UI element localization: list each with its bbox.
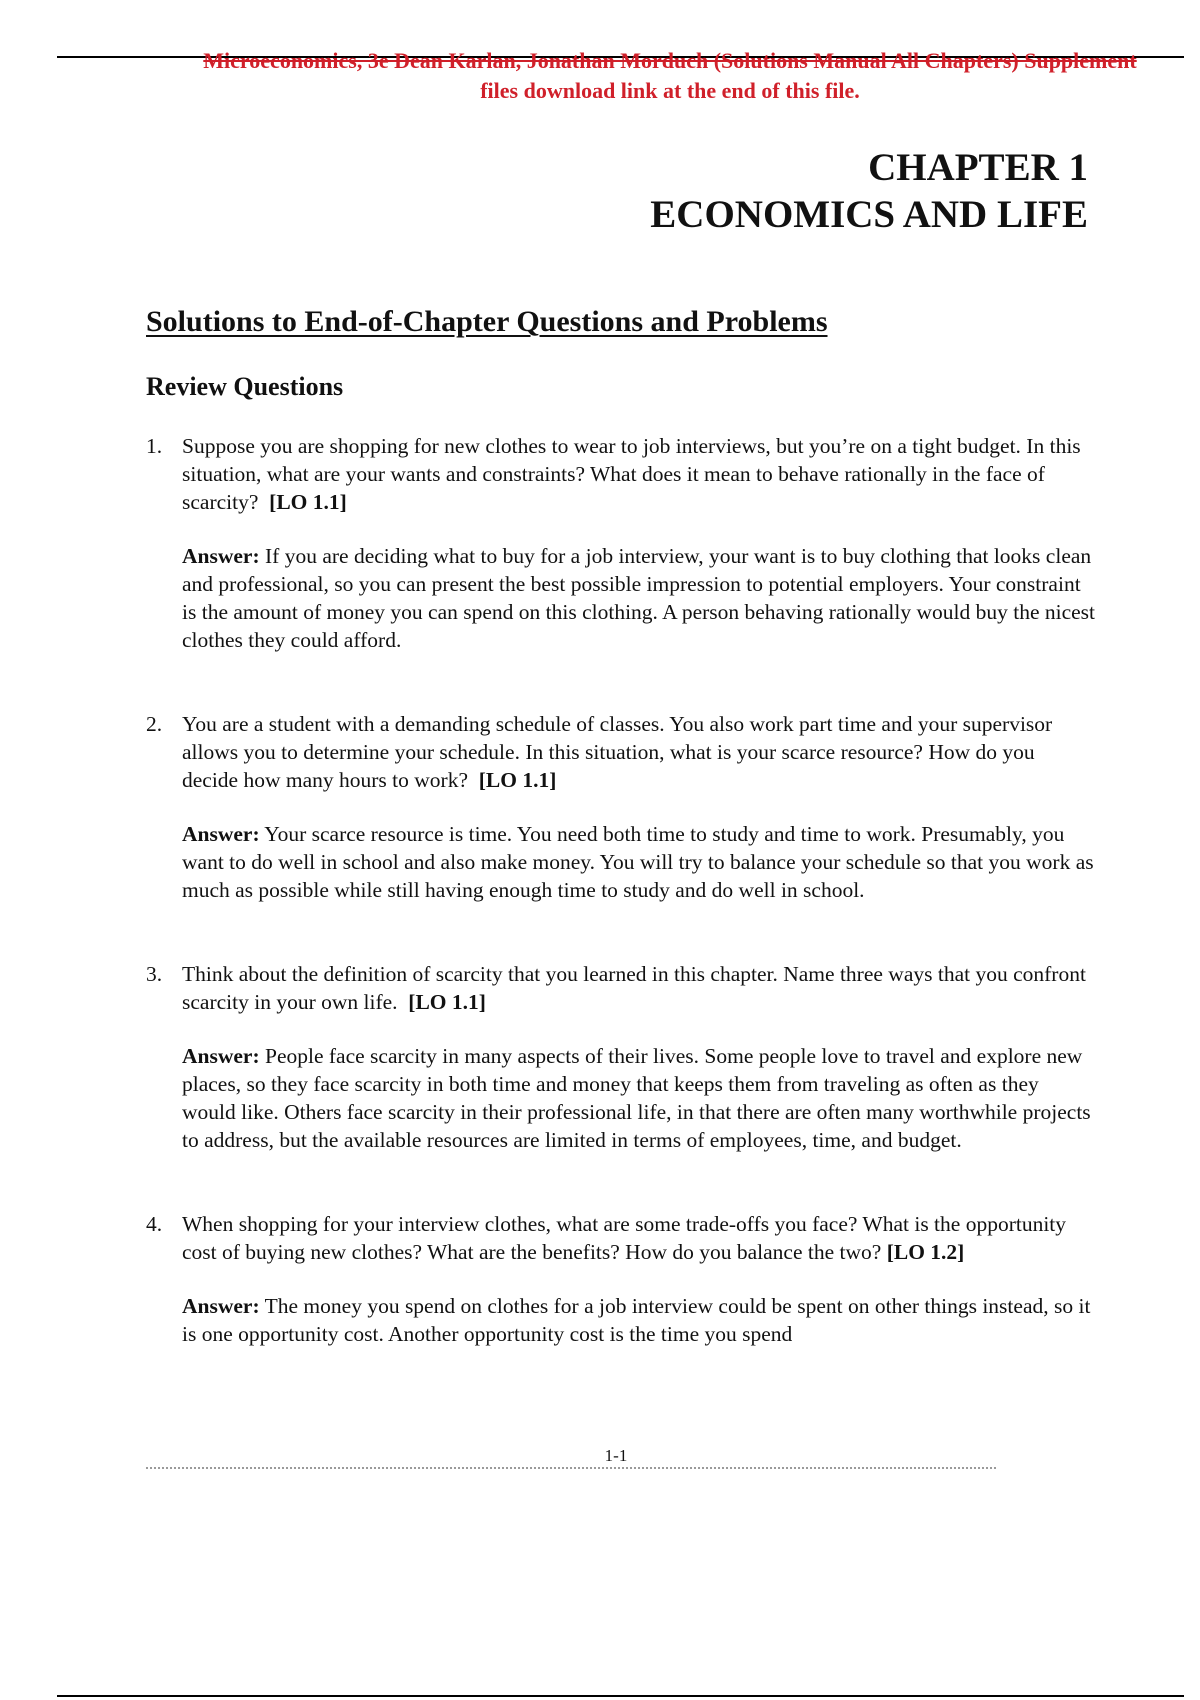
question-number: 4. [146, 1212, 163, 1236]
question-body: You are a student with a demanding schedule of classes. You also work part time and your supervisor allows you to determine your schedule. In this situation, what is your scarce resource? How do you decide how many hours to work? [182, 712, 1053, 792]
chapter-number: CHAPTER 1 [868, 146, 1088, 189]
answer-text: If you are deciding what to buy for a job interview, your want is to buy clothing that looks clean and professional, so you can present the best possible impression to potential employers. Your constraint is the amount of money you can spend on this clothing. A person behaving rationally would buy the nicest clothes they could afford. [182, 544, 1096, 652]
question-body: Think about the definition of scarcity that you learned in this chapter. Name three ways that you confront scarcity in your own life. [182, 962, 1086, 1014]
answer [182, 542, 1096, 654]
question-text [182, 1210, 1096, 1266]
question-number: 2. [146, 712, 163, 736]
answer-text: Your scarce resource is time. You need both time to study and time to work. Presumably, you want to do well in school and also make money. You will try to balance your schedule so that you work as much as possible while still having enough time to study and do well in school. [182, 822, 1094, 902]
question-list [146, 432, 1096, 1348]
question-number: 3. [146, 962, 163, 986]
answer-label: Answer: [182, 1294, 260, 1318]
download-banner [140, 46, 1200, 106]
question-text [182, 960, 1096, 1016]
chapter-heading [650, 144, 1088, 238]
question-item [146, 960, 1096, 1154]
chapter-title: ECONOMICS AND LIFE [650, 193, 1088, 236]
banner-line-1: Microeconomics, 3e Dean Karlan, Jonathan Morduch (Solutions Manual All Chapters) Supplement [203, 48, 1137, 73]
answer-label: Answer: [182, 822, 260, 846]
learning-objective: [LO 1.1] [408, 990, 486, 1014]
footer-divider [146, 1467, 996, 1469]
question-item [146, 710, 1096, 904]
question-body: When shopping for your interview clothes, what are some trade-offs you face? What is the opportunity cost of buying new clothes? What are the benefits? How do you balance the two? [182, 1212, 1067, 1264]
question-item [146, 1210, 1096, 1348]
answer-text: The money you spend on clothes for a job interview could be spent on other things instead, so it is one opportunity cost. Another opportunity cost is the time you spend [182, 1294, 1091, 1346]
question-number: 1. [146, 434, 163, 458]
answer-label: Answer: [182, 544, 260, 568]
answer [182, 1042, 1096, 1154]
question-item [146, 432, 1096, 654]
answer-text: People face scarcity in many aspects of their lives. Some people love to travel and explore new places, so they face scarcity in both time and money that keeps them from traveling as often as they would like. Others face scarcity in their professional life, in that there are often many worthwhile projects to address, but the available resources are limited in terms of employees, time, and budget. [182, 1044, 1091, 1152]
subsection-title: Review Questions [146, 372, 344, 401]
bottom-rule [57, 1695, 1184, 1697]
question-body: Suppose you are shopping for new clothes to wear to job interviews, but you’re on a tight budget. In this situation, what are your wants and constraints? What does it mean to behave rationally in the face of scarcity? [182, 434, 1081, 514]
answer [182, 820, 1096, 904]
question-text [182, 432, 1096, 516]
learning-objective: [LO 1.2] [886, 1240, 965, 1264]
page-number: 1-1 [604, 1446, 628, 1465]
question-text [182, 710, 1096, 794]
banner-line-2: files download link at the end of this file. [480, 78, 860, 103]
learning-objective: [LO 1.1] [269, 490, 347, 514]
answer [182, 1292, 1096, 1348]
learning-objective: [LO 1.1] [478, 768, 557, 792]
section-title: Solutions to End-of-Chapter Questions and Problems [146, 305, 828, 338]
answer-label: Answer: [182, 1044, 260, 1068]
